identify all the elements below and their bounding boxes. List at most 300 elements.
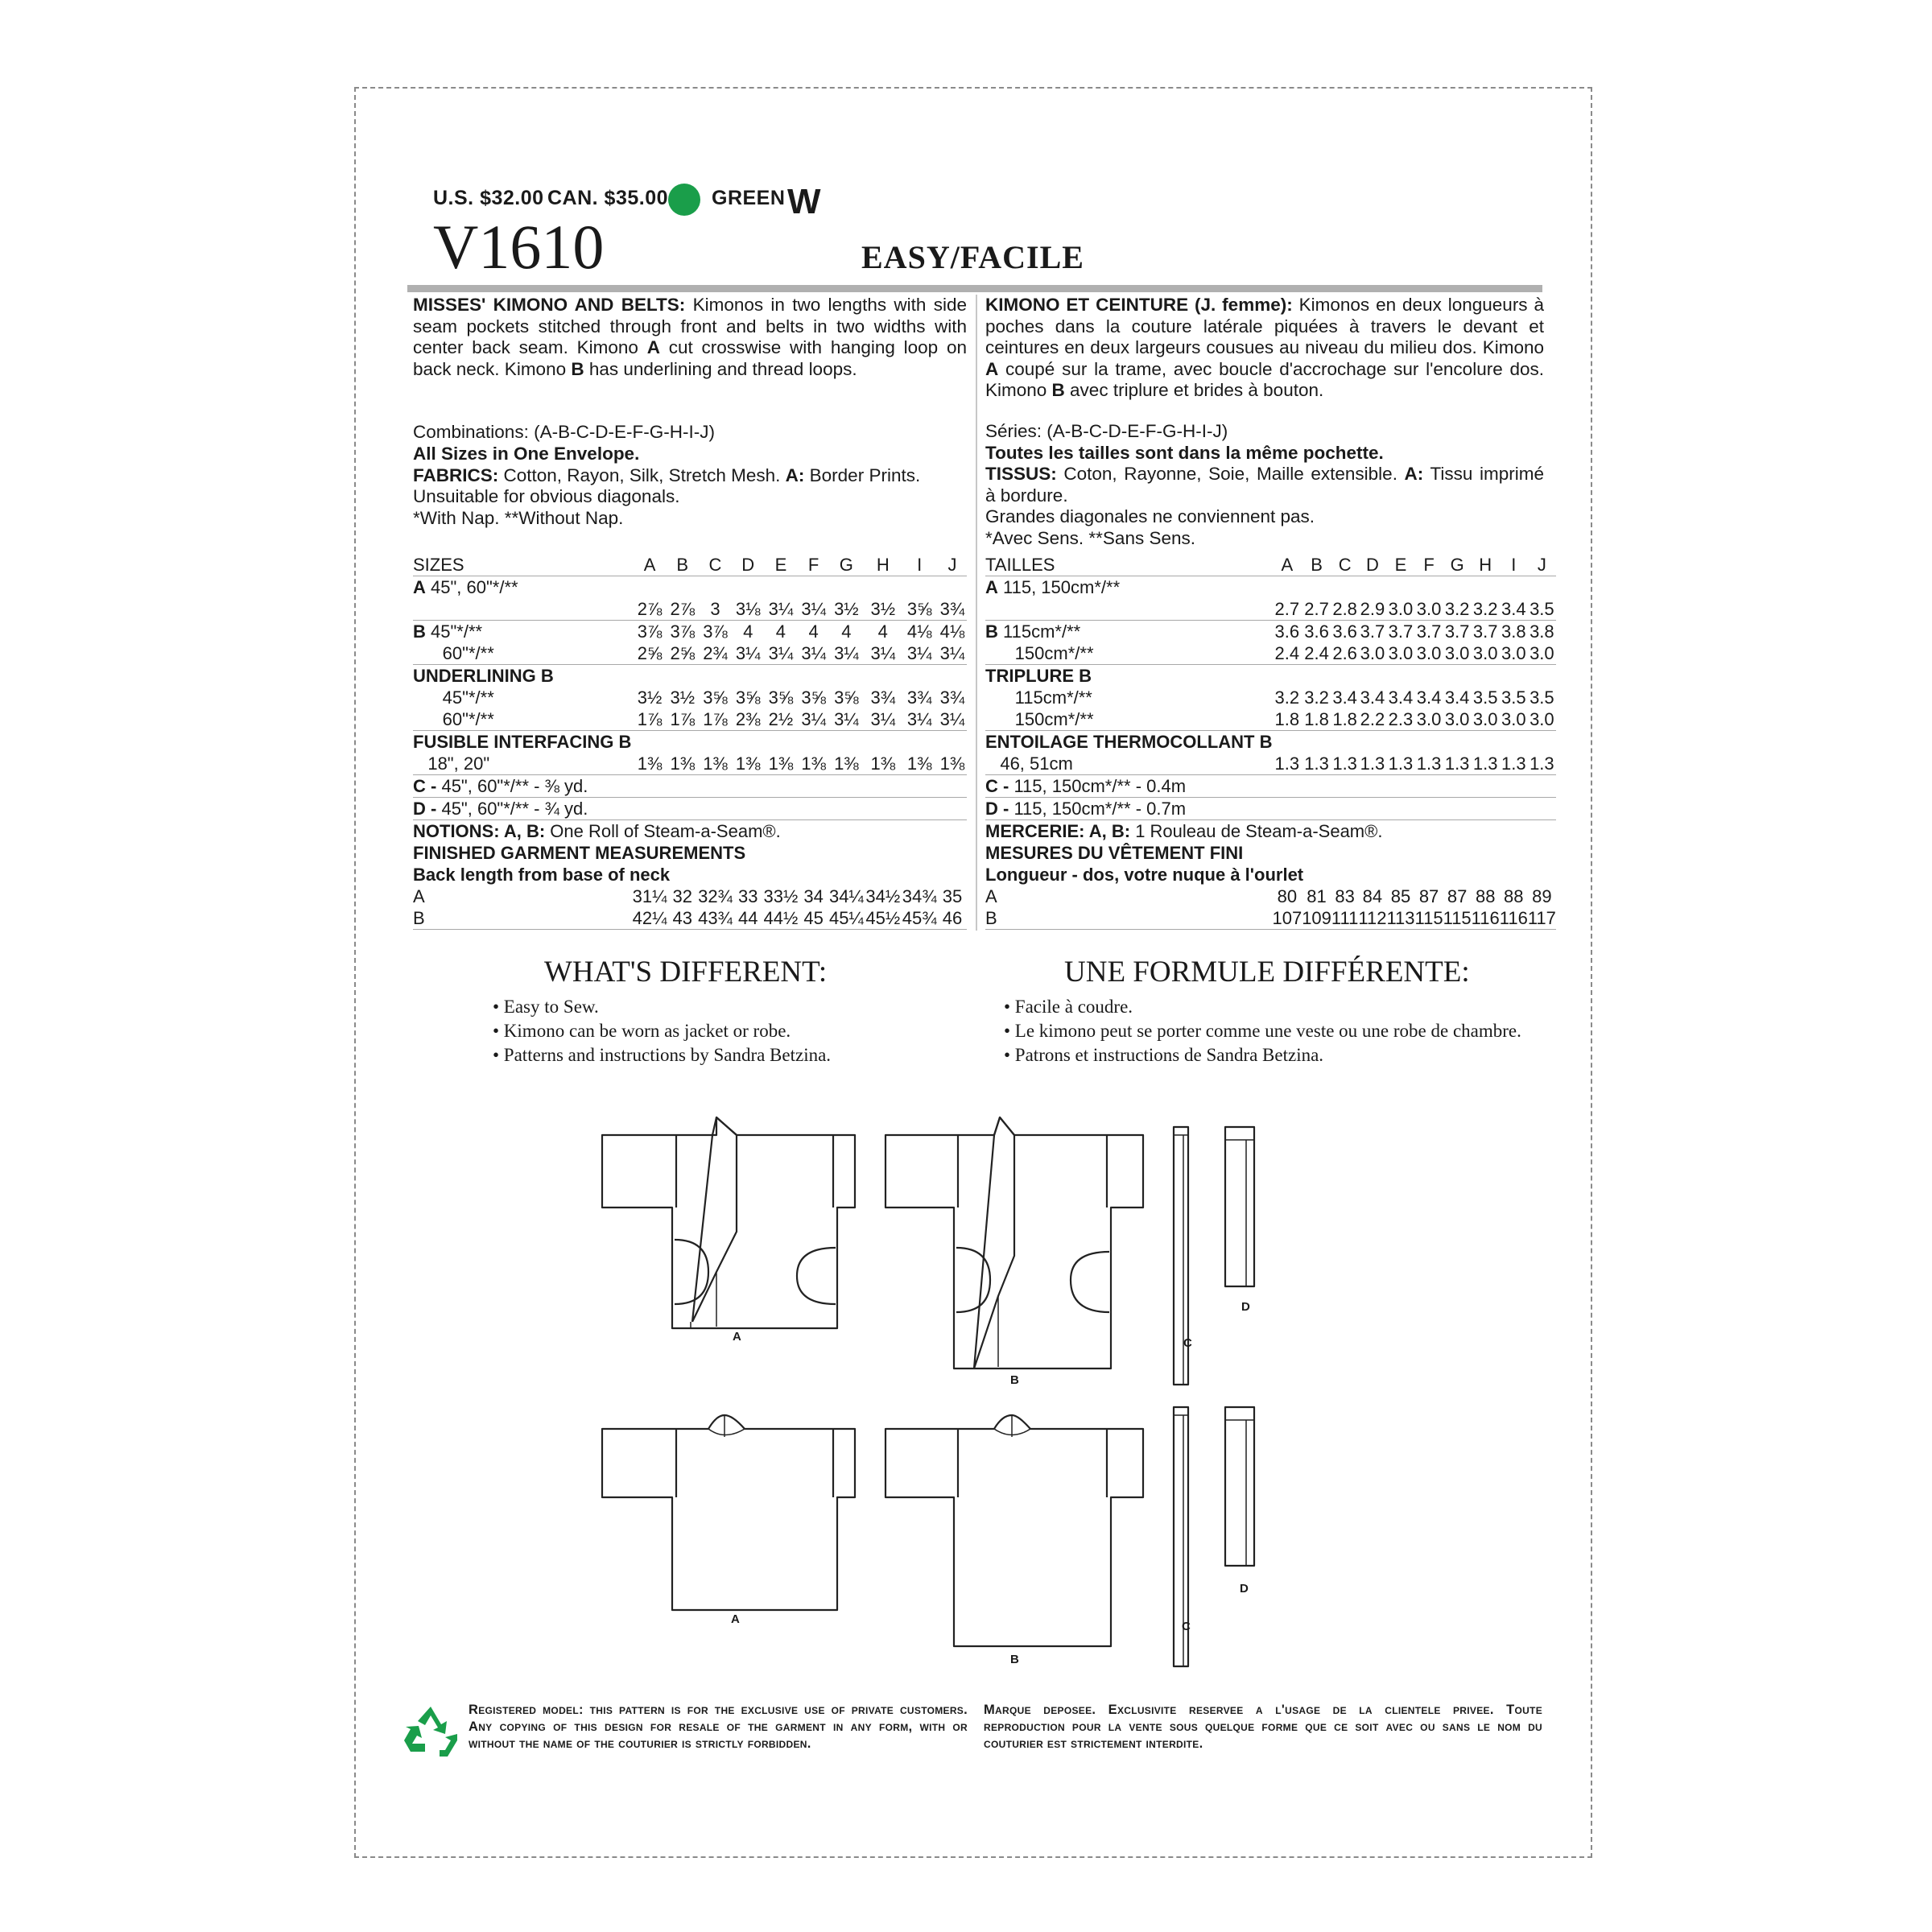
yardage-row	[985, 687, 1556, 708]
color-name: GREEN	[712, 187, 786, 209]
finished-value: 46	[938, 907, 967, 930]
yardage-value: 2.4	[1302, 642, 1331, 665]
yardage-value: 4	[775, 621, 786, 642]
yardage-value: 3.7	[1444, 621, 1470, 642]
yardage-value: 3⅝	[834, 687, 859, 708]
yardage-value: 3.6	[1274, 621, 1300, 642]
yardage-value: 3.5	[1530, 687, 1554, 708]
empty-cell	[631, 576, 967, 599]
yardage-value: 4⅛	[906, 621, 932, 642]
label-c-front: C	[1183, 1336, 1192, 1350]
yardage-value: 3¼	[902, 708, 938, 731]
bullet-item: • Patrons et instructions de Sandra Betzina.	[1004, 1045, 1324, 1065]
recycle-icon	[401, 1705, 460, 1757]
label-b-back: B	[1010, 1653, 1019, 1666]
finished-value: 32¾	[698, 886, 733, 906]
english-fabrics: FABRICS: Cotton, Rayon, Silk, Stretch Mesh. A: Border Prints. Unsuitable for obvious diagonals.	[413, 464, 921, 507]
french-combinations: Séries: (A-B-C-D-E-F-G-H-I-J)	[985, 420, 1228, 441]
finished-value: 43¾	[698, 908, 733, 928]
row-label: 60"*/**	[413, 708, 631, 731]
yardage-value: 3.0	[1500, 642, 1528, 665]
english-combinations: Combinations: (A-B-C-D-E-F-G-H-I-J)	[413, 422, 716, 443]
yardage-row	[413, 598, 967, 621]
finished-value: 117	[1527, 908, 1556, 928]
yardage-row	[985, 753, 1556, 775]
yardage-value: 1⅜	[668, 753, 697, 775]
finished-value: 89	[1532, 886, 1552, 906]
header-rule	[407, 285, 1542, 292]
row-label: B 115cm*/**	[985, 621, 1081, 642]
yardage-value: 1.8	[1302, 708, 1331, 731]
sizes-label: TAILLES	[985, 554, 1272, 576]
yardage-value: 3.7	[1360, 621, 1385, 642]
size-header: E	[762, 554, 799, 576]
finished-value: 87	[1418, 886, 1439, 906]
yardage-value: 4	[743, 621, 753, 642]
english-description: MISSES' KIMONO AND BELTS: Kimonos in two lengths with side seam pockets stitched through front and belts in two widths with center back seam. Kimono A cut crosswise with hanging loop on back neck. Kimono B has underlining and thread loops.	[413, 295, 967, 379]
yardage-value: 1.3	[1415, 753, 1443, 775]
technical-drawings	[596, 1111, 1304, 1690]
finished-value: 87	[1447, 886, 1468, 906]
kimono-a-front	[602, 1117, 855, 1328]
french-column	[985, 295, 1544, 550]
yardage-value: 1.8	[1332, 709, 1357, 729]
french-fabrics: TISSUS: Coton, Rayonne, Soie, Maille extensible. A: Tissu imprimé à bordure.	[985, 464, 1544, 506]
yardage-value: 3.6	[1304, 621, 1329, 642]
yardage-value: 2.4	[1272, 642, 1302, 665]
yardage-value: 3.7	[1388, 621, 1414, 642]
row-label: UNDERLINING B	[413, 666, 554, 686]
yardage-value: 3¼	[799, 708, 828, 731]
yardage-value: 1⅞	[668, 708, 697, 731]
bullet-item: • Easy to Sew.	[493, 997, 599, 1017]
yardage-row	[413, 731, 967, 753]
yardage-value: 3.0	[1415, 708, 1443, 731]
yardage-value: 3⅝	[801, 687, 826, 708]
yardage-row	[985, 731, 1556, 753]
yardage-value: 3½	[828, 598, 865, 621]
yardage-value: 2½	[762, 708, 799, 731]
view-c-row-cell: C - 115, 150cm*/** - 0.4m	[985, 775, 1556, 798]
yardage-value: 3⅝	[902, 598, 938, 621]
yardage-value: 1⅜	[828, 753, 865, 775]
row-label: 115cm*/**	[985, 687, 1092, 708]
price-can: CAN. $35.00	[547, 187, 669, 209]
yardage-row	[413, 576, 967, 599]
yardage-value: 1⅞	[631, 708, 667, 731]
bullet-item: • Le kimono peut se porter comme une veste ou une robe de chambre.	[1004, 1021, 1521, 1041]
column-divider	[976, 295, 977, 931]
view-c-row-cell: C - 45", 60"*/** - ⅜ yd.	[413, 775, 967, 798]
yardage-value: 3.2	[1443, 598, 1472, 621]
finished-value: 112	[1358, 908, 1387, 928]
yardage-value: 2¾	[697, 642, 733, 665]
row-label: 45"*/**	[413, 687, 494, 708]
yardage-value: 1.3	[1500, 753, 1528, 775]
yardage-value: 3¼	[762, 598, 799, 621]
yardage-value: 3⅛	[733, 598, 762, 621]
yardage-value: 3.4	[1332, 687, 1357, 708]
yardage-value: 4	[808, 621, 819, 642]
row-label: 18", 20"	[413, 753, 631, 775]
yardage-value: 3.0	[1358, 642, 1386, 665]
yardage-row	[413, 753, 967, 775]
label-a-back: A	[731, 1612, 740, 1626]
yardage-value: 3¾	[938, 598, 967, 621]
yardage-row	[985, 576, 1556, 599]
english-yardage-table	[413, 554, 967, 930]
french-yardage-table	[985, 554, 1556, 930]
yardage-value: 3.0	[1472, 708, 1500, 731]
yardage-value: 3.5	[1528, 598, 1556, 621]
back-length-row-cell: Back length from base of neck	[413, 865, 671, 885]
yardage-value: 3.8	[1501, 621, 1526, 642]
whats-different-heading: WHAT'S DIFFERENT:	[544, 956, 828, 989]
french-nap-note: *Avec Sens. **Sans Sens.	[985, 527, 1195, 548]
size-header: D	[1358, 554, 1386, 576]
yardage-value: 3⅞	[670, 621, 696, 642]
belt-d-back	[1225, 1407, 1254, 1566]
yardage-value: 2⅜	[733, 708, 762, 731]
finished-value: 32	[672, 886, 693, 906]
finished-value: 83	[1335, 886, 1355, 906]
finished-value: 109	[1302, 908, 1331, 928]
yardage-value: 2.6	[1332, 643, 1357, 663]
yardage-value: 1⅜	[938, 753, 967, 775]
yardage-value: 2.7	[1272, 598, 1302, 621]
back-length-row	[413, 864, 967, 886]
row-label: 150cm*/**	[985, 708, 1272, 731]
english-column	[413, 295, 967, 529]
yardage-value: 3.2	[1304, 687, 1329, 708]
finished-value: 115	[1414, 908, 1443, 928]
size-header: E	[1386, 554, 1414, 576]
row-label: A 45", 60"*/**	[413, 577, 518, 597]
row-label: 60"*/**	[413, 642, 631, 665]
finished-value: 81	[1307, 886, 1327, 906]
empty-cell	[1272, 576, 1555, 599]
yardage-value: 4	[841, 621, 852, 642]
yardage-value: 2⅞	[631, 598, 667, 621]
yardage-value: 3	[697, 598, 733, 621]
notions-row	[413, 820, 967, 843]
yardage-value: 3¼	[762, 642, 799, 665]
yardage-value: 3¼	[828, 708, 865, 731]
notions-row-cell: NOTIONS: A, B: One Roll of Steam-a-Seam®.	[413, 821, 781, 841]
yardage-value: 3.0	[1415, 598, 1443, 621]
kimono-a-back	[602, 1415, 855, 1610]
finished-value: 111	[1331, 908, 1359, 928]
price-us: U.S. $32.00	[433, 187, 544, 209]
yardage-value: 3¾	[906, 687, 932, 708]
yardage-value: 2⅝	[631, 642, 667, 665]
view-d-row-cell: D - 115, 150cm*/** - 0.7m	[985, 798, 1556, 820]
yardage-value: 3.0	[1386, 598, 1414, 621]
yardage-value: 3.4	[1444, 687, 1470, 708]
yardage-value: 2.3	[1386, 708, 1414, 731]
yardage-value: 3½	[865, 598, 901, 621]
yardage-value: 3¼	[799, 598, 828, 621]
yardage-value: 3¾	[939, 687, 965, 708]
french-all-sizes: Toutes les tailles sont dans la même pochette.	[985, 442, 1384, 463]
finished-row	[985, 907, 1556, 930]
label-a-front: A	[733, 1330, 741, 1344]
size-header: C	[1331, 554, 1358, 576]
yardage-row	[413, 687, 967, 708]
yardage-value: 3.7	[1416, 621, 1442, 642]
yardage-value: 1.3	[1528, 753, 1556, 775]
category-letter: W	[787, 182, 821, 221]
yardage-row	[985, 642, 1556, 665]
yardage-value: 3.6	[1332, 621, 1357, 642]
finished-value: 88	[1475, 886, 1496, 906]
finished-value: 33½	[763, 886, 799, 906]
yardage-value: 1.8	[1272, 708, 1302, 731]
yardage-value: 3.0	[1500, 708, 1528, 731]
empty-cell	[631, 665, 967, 687]
yardage-value: 2.9	[1358, 598, 1386, 621]
finished-value: 35	[942, 886, 963, 906]
finished-row-label: A	[413, 886, 425, 906]
finished-value: 44	[733, 907, 762, 930]
row-label: 150cm*/**	[985, 642, 1272, 665]
yardage-value: 3.0	[1415, 642, 1443, 665]
back-length-row	[985, 864, 1556, 886]
yardage-value: 1⅜	[799, 753, 828, 775]
yardage-value: 1⅜	[631, 753, 667, 775]
finished-value: 44½	[763, 908, 799, 928]
yardage-value: 1.3	[1443, 753, 1472, 775]
size-header: F	[799, 554, 828, 576]
yardage-value: 3.0	[1443, 642, 1472, 665]
finished-value: 31¼	[632, 886, 667, 906]
yardage-value: 3.2	[1472, 598, 1500, 621]
finished-value: 45¾	[902, 908, 937, 928]
yardage-value: 3.7	[1472, 621, 1498, 642]
yardage-row	[985, 598, 1556, 621]
yardage-value: 2.7	[1302, 598, 1331, 621]
view-d-row-cell: D - 45", 60"*/** - ¾ yd.	[413, 798, 967, 820]
view-c-row	[985, 775, 1556, 798]
yardage-value: 1⅞	[697, 708, 733, 731]
row-label	[413, 598, 631, 621]
yardage-row	[985, 708, 1556, 731]
row-label: ENTOILAGE THERMOCOLLANT B	[985, 732, 1273, 752]
sizes-header-row	[413, 554, 967, 576]
empty-cell	[1272, 731, 1555, 753]
row-label: 46, 51cm	[985, 753, 1272, 775]
yardage-value: 3.0	[1528, 642, 1556, 665]
row-label	[985, 598, 1272, 621]
size-header: J	[938, 554, 967, 576]
finished-row	[985, 886, 1556, 907]
yardage-value: 3½	[670, 687, 696, 708]
finished-value: 84	[1362, 886, 1383, 906]
finished-value: 116	[1471, 908, 1500, 928]
size-header: B	[1302, 554, 1331, 576]
bullet-item: • Patterns and instructions by Sandra Betzina.	[493, 1045, 832, 1065]
yardage-value: 2⅞	[668, 598, 697, 621]
finished-value: 113	[1386, 908, 1415, 928]
french-bullets	[1004, 995, 1521, 1067]
size-header: B	[668, 554, 697, 576]
notions-row	[985, 820, 1556, 843]
finished-value: 107	[1272, 908, 1302, 928]
yardage-value: 3½	[637, 687, 663, 708]
yardage-row	[985, 621, 1556, 643]
yardage-value: 3.0	[1472, 642, 1500, 665]
yardage-value: 3⅝	[703, 687, 728, 708]
label-d-front: D	[1241, 1300, 1250, 1314]
yardage-value: 3.2	[1274, 687, 1300, 708]
yardage-value: 3¼	[828, 642, 865, 665]
yardage-value: 3¼	[938, 642, 967, 665]
label-d-back: D	[1240, 1582, 1249, 1596]
view-d-row	[413, 798, 967, 820]
finished-value: 45½	[865, 908, 901, 928]
color-dot	[668, 184, 700, 216]
yardage-row	[985, 665, 1556, 687]
finished-row-label: B	[985, 907, 1272, 930]
yardage-row	[413, 621, 967, 643]
difficulty-label: EASY/FACILE	[861, 239, 1084, 275]
yardage-value: 3¼	[938, 708, 967, 731]
yardage-value: 4⅛	[939, 621, 965, 642]
row-label: TRIPLURE B	[985, 666, 1092, 686]
yardage-value: 3¼	[865, 708, 901, 731]
finished-value: 34¾	[902, 886, 937, 906]
yardage-row	[413, 708, 967, 731]
size-header: A	[1272, 554, 1302, 576]
yardage-value: 3⅞	[703, 621, 728, 642]
finished-value: 116	[1499, 908, 1528, 928]
yardage-value: 1⅜	[902, 753, 938, 775]
size-header: H	[865, 554, 901, 576]
yardage-value: 3.0	[1443, 708, 1472, 731]
finished-value: 88	[1504, 886, 1524, 906]
yardage-value: 3.5	[1472, 687, 1498, 708]
sizes-label: SIZES	[413, 554, 631, 576]
size-header: F	[1415, 554, 1443, 576]
bullet-item: • Facile à coudre.	[1004, 997, 1133, 1017]
yardage-value: 2.2	[1358, 708, 1386, 731]
label-b-front: B	[1010, 1373, 1019, 1387]
yardage-value: 1.3	[1358, 753, 1386, 775]
size-header: A	[631, 554, 667, 576]
yardage-value: 3.5	[1501, 687, 1526, 708]
finished-heading-row	[985, 842, 1556, 864]
label-c-back: C	[1182, 1620, 1191, 1633]
french-description: KIMONO ET CEINTURE (J. femme): Kimonos en deux longueurs à poches dans la couture latérale piquées à travers le devant et ceintures en deux largeurs cousues au niveau du milieu dos. Kimono A coupé sur la trame, avec boucle d'accrochage sur l'encolure dos. Kimono B avec triplure et brides à bouton.	[985, 295, 1544, 401]
yardage-value: 1.3	[1332, 753, 1357, 774]
view-c-row	[413, 775, 967, 798]
finished-heading-row-cell: FINISHED GARMENT MEASUREMENTS	[413, 843, 746, 863]
finished-heading-row	[413, 842, 967, 864]
finished-value: 80	[1277, 886, 1298, 906]
size-header: G	[1443, 554, 1472, 576]
yardage-value: 1⅜	[697, 753, 733, 775]
size-header: J	[1528, 554, 1556, 576]
finished-heading-row-cell: MESURES DU VÊTEMENT FINI	[985, 843, 1244, 863]
finished-row	[413, 907, 967, 930]
yardage-value: 3¼	[799, 642, 828, 665]
english-legal-notice: Registered model: this pattern is for the exclusive use of private customers. Any copying of this design for resale of the garment in any form, with or without the name of the couturier is strictly forbidden.	[469, 1703, 968, 1751]
finished-value: 34¼	[828, 886, 864, 906]
yardage-value: 3.4	[1416, 687, 1442, 708]
row-label: A 115, 150cm*/**	[985, 577, 1121, 597]
yardage-value: 4	[877, 621, 888, 642]
yardage-value: 3.8	[1530, 621, 1554, 642]
finished-value: 85	[1390, 886, 1411, 906]
pattern-number: V1610	[433, 212, 605, 282]
view-d-row	[985, 798, 1556, 820]
yardage-value: 1⅜	[762, 753, 799, 775]
finished-row	[413, 886, 967, 907]
size-header: I	[1500, 554, 1528, 576]
back-length-row-cell: Longueur - dos, votre nuque à l'ourlet	[985, 865, 1304, 885]
yardage-value: 3¼	[865, 642, 901, 665]
notions-row-cell: MERCERIE: A, B: 1 Rouleau de Steam-a-Seam®.	[985, 821, 1383, 841]
finished-value: 42¼	[632, 908, 667, 928]
yardage-value: 3¾	[870, 687, 896, 708]
finished-value: 34	[803, 886, 824, 906]
finished-value: 115	[1443, 908, 1472, 928]
yardage-value: 1.3	[1302, 753, 1331, 775]
yardage-value: 1.3	[1272, 753, 1302, 775]
yardage-row	[413, 642, 967, 665]
finished-value: 43	[668, 907, 697, 930]
belt-d-front	[1225, 1127, 1254, 1286]
yardage-row	[413, 665, 967, 687]
yardage-value: 3⅞	[637, 621, 663, 642]
yardage-value: 3¼	[902, 642, 938, 665]
row-label: FUSIBLE INTERFACING B	[413, 732, 632, 752]
row-label: B 45"*/**	[413, 621, 483, 642]
finished-value: 45	[799, 907, 828, 930]
yardage-value: 3¼	[733, 642, 762, 665]
finished-row-label: B	[413, 907, 631, 930]
finished-value: 34½	[865, 886, 901, 906]
finished-value: 33	[737, 886, 758, 906]
yardage-value: 1⅜	[865, 753, 901, 775]
empty-cell	[631, 731, 967, 753]
kimono-b-front	[886, 1117, 1143, 1368]
size-header: C	[697, 554, 733, 576]
yardage-value: 3.4	[1500, 598, 1528, 621]
size-header: G	[828, 554, 865, 576]
english-all-sizes: All Sizes in One Envelope.	[413, 443, 640, 464]
finished-value: 45¼	[828, 908, 864, 928]
yardage-value: 3⅝	[735, 687, 761, 708]
empty-cell	[1272, 665, 1555, 687]
english-nap-note: *With Nap. **Without Nap.	[413, 507, 624, 528]
finished-row-label: A	[985, 886, 997, 906]
yardage-value: 1.3	[1386, 753, 1414, 775]
kimono-b-back	[886, 1415, 1143, 1646]
yardage-value: 2.8	[1332, 599, 1357, 619]
french-legal-notice: Marque deposee. Exclusivite reservee a l'usage de la clientele privee. Toute reproduction pour la vente sous quelque forme que ce soit avec ou sans le nom du couturier est strictement interdite.	[984, 1703, 1542, 1751]
yardage-value: 3.0	[1386, 642, 1414, 665]
yardage-value: 2⅝	[668, 642, 697, 665]
size-header: H	[1472, 554, 1500, 576]
size-header: I	[902, 554, 938, 576]
yardage-value: 3⅝	[768, 687, 794, 708]
english-bullets	[493, 995, 831, 1067]
une-formule-heading: UNE FORMULE DIFFÉRENTE:	[1064, 956, 1470, 989]
yardage-value: 3.0	[1528, 708, 1556, 731]
yardage-value: 3.4	[1388, 687, 1414, 708]
sizes-header-row	[985, 554, 1556, 576]
